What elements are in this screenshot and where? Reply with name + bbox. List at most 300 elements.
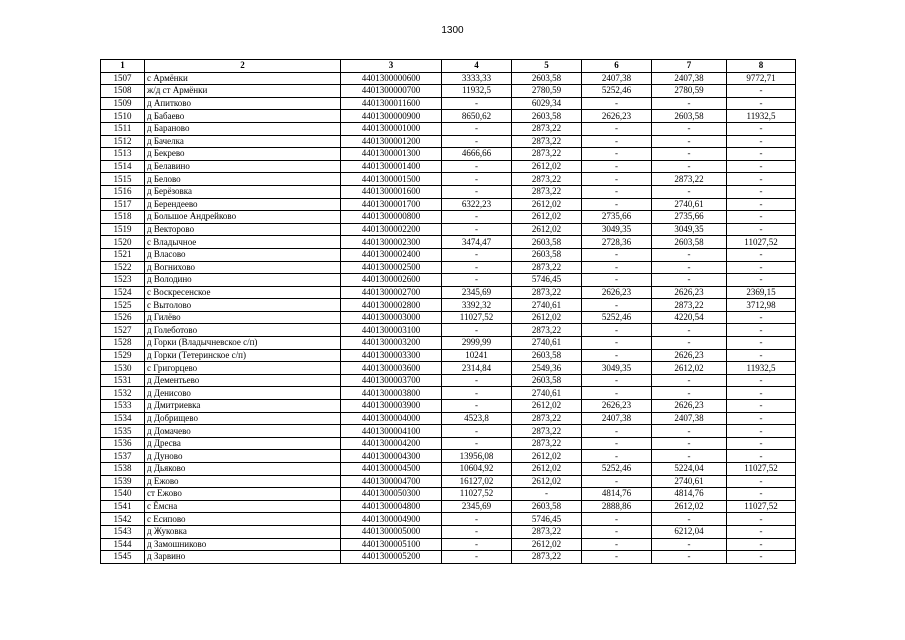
table-row <box>101 538 796 551</box>
table-cell: д Дуново <box>145 450 341 463</box>
table-cell: - <box>727 173 796 186</box>
table-cell: 2369,15 <box>727 286 796 299</box>
table-cell: 2612,02 <box>512 311 582 324</box>
table-row <box>101 198 796 211</box>
table-cell: 4401300002800 <box>341 299 442 312</box>
table-cell: 1544 <box>101 538 145 551</box>
table-cell: д Апитково <box>145 97 341 110</box>
table-cell: 1513 <box>101 148 145 161</box>
table-cell: - <box>652 261 727 274</box>
table-cell: 1535 <box>101 425 145 438</box>
table-cell: 4401300000600 <box>341 72 442 85</box>
table-cell: 4666,66 <box>442 148 512 161</box>
table-cell: 2626,23 <box>652 286 727 299</box>
table-cell: - <box>582 538 652 551</box>
table-cell: д Дьяково <box>145 463 341 476</box>
table-cell: с Григорцево <box>145 362 341 375</box>
table-cell: 11932,5 <box>727 362 796 375</box>
table-cell: 4401300011600 <box>341 97 442 110</box>
table-cell: д Голеботово <box>145 324 341 337</box>
table-cell: 1522 <box>101 261 145 274</box>
table-cell: - <box>727 211 796 224</box>
table-cell: 2626,23 <box>582 400 652 413</box>
table-cell: 2873,22 <box>512 185 582 198</box>
table-row <box>101 236 796 249</box>
table-cell: 2873,22 <box>512 148 582 161</box>
column-header: 8 <box>727 60 796 73</box>
table-cell: 4401300002200 <box>341 223 442 236</box>
table-cell: 4401300001600 <box>341 185 442 198</box>
table-cell: - <box>652 374 727 387</box>
table-cell: 4401300050300 <box>341 488 442 501</box>
table-row <box>101 261 796 274</box>
table-cell: 4401300004700 <box>341 475 442 488</box>
table-cell: 4401300004000 <box>341 412 442 425</box>
table-cell: - <box>442 425 512 438</box>
table-cell: - <box>442 374 512 387</box>
table-cell: 5746,45 <box>512 274 582 287</box>
table-cell: 2626,23 <box>652 349 727 362</box>
table-cell: 2603,58 <box>512 72 582 85</box>
table-row <box>101 324 796 337</box>
table-cell: 1510 <box>101 110 145 123</box>
table-cell: 2873,22 <box>512 286 582 299</box>
table-cell: - <box>727 349 796 362</box>
table-cell: 1541 <box>101 500 145 513</box>
table-cell: - <box>582 160 652 173</box>
table-cell: 1516 <box>101 185 145 198</box>
table-cell: - <box>442 211 512 224</box>
table-cell: 2603,58 <box>512 349 582 362</box>
table-row <box>101 160 796 173</box>
table-cell: - <box>727 135 796 148</box>
table-cell: - <box>442 160 512 173</box>
table-cell: 1518 <box>101 211 145 224</box>
table-cell: - <box>727 311 796 324</box>
table-cell: - <box>652 248 727 261</box>
table-cell: - <box>582 374 652 387</box>
table-cell: с Владычное <box>145 236 341 249</box>
page-number: 1300 <box>441 25 464 36</box>
table-cell: - <box>582 97 652 110</box>
table-cell: 4401300002600 <box>341 274 442 287</box>
column-header: 4 <box>442 60 512 73</box>
table-cell: - <box>727 198 796 211</box>
table-row <box>101 551 796 564</box>
table-row <box>101 500 796 513</box>
table-cell: 4401300004900 <box>341 513 442 526</box>
table-cell: 1539 <box>101 475 145 488</box>
table-row <box>101 513 796 526</box>
table-cell: 4401300001300 <box>341 148 442 161</box>
table-cell: - <box>582 324 652 337</box>
table-row <box>101 248 796 261</box>
table-cell: 5252,46 <box>582 85 652 98</box>
table-cell: - <box>582 173 652 186</box>
table-cell: 2626,23 <box>652 400 727 413</box>
table-cell: д Ежово <box>145 475 341 488</box>
table-cell: 4401300003300 <box>341 349 442 362</box>
table-cell: 1520 <box>101 236 145 249</box>
table-cell: 4523,8 <box>442 412 512 425</box>
table-cell: - <box>652 160 727 173</box>
table-cell: 4401300005000 <box>341 525 442 538</box>
table-cell: 2780,59 <box>512 85 582 98</box>
table-cell: - <box>727 425 796 438</box>
table-cell: 4401300003600 <box>341 362 442 375</box>
table-cell: - <box>582 261 652 274</box>
table-cell: 11027,52 <box>727 236 796 249</box>
table-cell: - <box>442 387 512 400</box>
table-cell: 4401300000900 <box>341 110 442 123</box>
table-cell: - <box>727 488 796 501</box>
table-cell: 2873,22 <box>512 122 582 135</box>
table-cell: 3392,32 <box>442 299 512 312</box>
column-header: 7 <box>652 60 727 73</box>
table-cell: 2873,22 <box>512 525 582 538</box>
table-cell: 8650,62 <box>442 110 512 123</box>
table-cell: - <box>582 551 652 564</box>
table-cell: 2612,02 <box>512 211 582 224</box>
column-header: 2 <box>145 60 341 73</box>
table-cell: 1540 <box>101 488 145 501</box>
table-cell: 1507 <box>101 72 145 85</box>
table-cell: 4401300001200 <box>341 135 442 148</box>
table-cell: - <box>442 223 512 236</box>
table-cell: д Денисово <box>145 387 341 400</box>
table-cell: 1515 <box>101 173 145 186</box>
table-row <box>101 211 796 224</box>
table-row <box>101 110 796 123</box>
table-cell: 1531 <box>101 374 145 387</box>
table-row <box>101 72 796 85</box>
table-cell: 4401300002700 <box>341 286 442 299</box>
table-cell: с Вытолово <box>145 299 341 312</box>
table-cell: 4401300000700 <box>341 85 442 98</box>
table-cell: - <box>727 122 796 135</box>
table-cell: - <box>727 412 796 425</box>
table-cell: - <box>582 198 652 211</box>
table-cell: 2603,58 <box>652 110 727 123</box>
table-cell: 2873,22 <box>512 437 582 450</box>
table-cell: 2314,84 <box>442 362 512 375</box>
table-row <box>101 337 796 350</box>
table-cell: - <box>652 185 727 198</box>
table-cell: - <box>582 387 652 400</box>
table-cell: 1512 <box>101 135 145 148</box>
table-cell: - <box>652 387 727 400</box>
table-cell: 2873,22 <box>652 173 727 186</box>
table-cell: 2603,58 <box>652 236 727 249</box>
table-row <box>101 362 796 375</box>
table-cell: 1525 <box>101 299 145 312</box>
table-cell: 2780,59 <box>652 85 727 98</box>
table-cell: 4401300003100 <box>341 324 442 337</box>
table-cell: 4401300001400 <box>341 160 442 173</box>
table-cell: - <box>442 538 512 551</box>
table-cell: д Большое Андрейково <box>145 211 341 224</box>
table-cell: 11027,52 <box>727 463 796 476</box>
table-cell: 2873,22 <box>512 261 582 274</box>
table-cell: 2407,38 <box>582 72 652 85</box>
table-cell: 1524 <box>101 286 145 299</box>
table-cell: 4401300003800 <box>341 387 442 400</box>
table-row <box>101 223 796 236</box>
table-cell: 1521 <box>101 248 145 261</box>
table-cell: - <box>652 551 727 564</box>
table-row <box>101 173 796 186</box>
table-cell: 4401300004800 <box>341 500 442 513</box>
table-cell: - <box>652 97 727 110</box>
table-cell: 2873,22 <box>512 425 582 438</box>
table-cell: 2735,66 <box>652 211 727 224</box>
table-cell: 1533 <box>101 400 145 413</box>
table-cell: 1519 <box>101 223 145 236</box>
table-cell: 2612,02 <box>512 475 582 488</box>
table-cell: д Берёзовка <box>145 185 341 198</box>
table-cell: д Горки (Тетеринское с/п) <box>145 349 341 362</box>
table-cell: - <box>582 274 652 287</box>
table-cell: - <box>582 525 652 538</box>
table-cell: д Володино <box>145 274 341 287</box>
table-cell: - <box>727 387 796 400</box>
table-cell: - <box>727 160 796 173</box>
table-cell: - <box>652 425 727 438</box>
table-row <box>101 374 796 387</box>
table-cell: 2345,69 <box>442 500 512 513</box>
table-cell: 4220,54 <box>652 311 727 324</box>
table-cell: 2612,02 <box>652 362 727 375</box>
table-cell: 11027,52 <box>442 311 512 324</box>
table-cell: 4401300004500 <box>341 463 442 476</box>
table-cell: д Векторово <box>145 223 341 236</box>
table-cell: 1542 <box>101 513 145 526</box>
table-cell: - <box>727 513 796 526</box>
table-cell: - <box>652 148 727 161</box>
table-cell: 2603,58 <box>512 248 582 261</box>
table-cell: 1526 <box>101 311 145 324</box>
table-cell: 2603,58 <box>512 110 582 123</box>
table-cell: 2603,58 <box>512 374 582 387</box>
table-cell: 2740,61 <box>512 387 582 400</box>
table-cell: 4401300003000 <box>341 311 442 324</box>
table-cell: - <box>727 400 796 413</box>
table-cell: 2612,02 <box>512 450 582 463</box>
table-cell: 4401300005100 <box>341 538 442 551</box>
table-cell: 2999,99 <box>442 337 512 350</box>
table-cell: - <box>652 513 727 526</box>
table-cell: - <box>727 85 796 98</box>
table-cell: 2873,22 <box>512 135 582 148</box>
table-cell: 3333,33 <box>442 72 512 85</box>
table-row <box>101 437 796 450</box>
table-cell: - <box>727 337 796 350</box>
table-cell: д Замошниково <box>145 538 341 551</box>
table-cell: 2626,23 <box>582 286 652 299</box>
table-cell: - <box>727 223 796 236</box>
table-cell: 2740,61 <box>652 475 727 488</box>
table-cell: 2603,58 <box>512 236 582 249</box>
table-cell: 2873,22 <box>652 299 727 312</box>
table-cell: - <box>727 475 796 488</box>
table-cell: 6322,23 <box>442 198 512 211</box>
table-cell: 2740,61 <box>512 299 582 312</box>
table-cell: 10604,92 <box>442 463 512 476</box>
table-cell: 2407,38 <box>652 72 727 85</box>
table-row <box>101 135 796 148</box>
table-cell: 4814,76 <box>652 488 727 501</box>
table-cell: 4814,76 <box>582 488 652 501</box>
table-cell: д Белавино <box>145 160 341 173</box>
table-cell: - <box>512 488 582 501</box>
table-cell: 4401300003900 <box>341 400 442 413</box>
table-cell: - <box>652 450 727 463</box>
header-row <box>101 60 796 73</box>
table-cell: 1517 <box>101 198 145 211</box>
table-cell: 4401300004300 <box>341 450 442 463</box>
column-header: 1 <box>101 60 145 73</box>
table-cell: - <box>727 261 796 274</box>
table-cell: 1536 <box>101 437 145 450</box>
table-row <box>101 311 796 324</box>
table-cell: с Ёмсна <box>145 500 341 513</box>
table-cell: - <box>652 337 727 350</box>
table-cell: 2407,38 <box>652 412 727 425</box>
table-cell: 6029,34 <box>512 97 582 110</box>
table-cell: - <box>442 274 512 287</box>
table-cell: д Бабаево <box>145 110 341 123</box>
table-cell: 1537 <box>101 450 145 463</box>
table-cell: ж/д ст Армёнки <box>145 85 341 98</box>
table-row <box>101 525 796 538</box>
table-cell: 1545 <box>101 551 145 564</box>
table-cell: 2612,02 <box>512 223 582 236</box>
table-cell: - <box>442 437 512 450</box>
table-cell: - <box>442 122 512 135</box>
table-cell: - <box>582 299 652 312</box>
table-cell: - <box>727 551 796 564</box>
table-cell: 2612,02 <box>652 500 727 513</box>
table-cell: д Добрищево <box>145 412 341 425</box>
table-cell: - <box>727 525 796 538</box>
table-cell: - <box>442 173 512 186</box>
table-row <box>101 274 796 287</box>
table-cell: д Дресва <box>145 437 341 450</box>
table-cell: 1532 <box>101 387 145 400</box>
table-cell: 4401300002400 <box>341 248 442 261</box>
table-cell: 4401300002300 <box>341 236 442 249</box>
table-cell: 2612,02 <box>512 538 582 551</box>
table-cell: 2612,02 <box>512 198 582 211</box>
data-table <box>100 59 796 564</box>
table-cell: д Жуковка <box>145 525 341 538</box>
table-cell: 5252,46 <box>582 463 652 476</box>
table-cell: 1527 <box>101 324 145 337</box>
table-cell: 1528 <box>101 337 145 350</box>
table-cell: 2735,66 <box>582 211 652 224</box>
table-cell: 2740,61 <box>652 198 727 211</box>
table-cell: - <box>582 135 652 148</box>
table-cell: д Власово <box>145 248 341 261</box>
table-cell: - <box>652 274 727 287</box>
table-cell: 1529 <box>101 349 145 362</box>
table-cell: 3049,35 <box>582 223 652 236</box>
table-cell: 4401300001000 <box>341 122 442 135</box>
table-cell: с Армёнки <box>145 72 341 85</box>
table-cell: 4401300005200 <box>341 551 442 564</box>
table-row <box>101 488 796 501</box>
table-cell: 2603,58 <box>512 500 582 513</box>
table-cell: - <box>727 274 796 287</box>
table-cell: - <box>727 324 796 337</box>
column-header: 5 <box>512 60 582 73</box>
table-cell: с Есипово <box>145 513 341 526</box>
table-cell: 3712,98 <box>727 299 796 312</box>
table-cell: - <box>442 513 512 526</box>
table-cell: - <box>727 450 796 463</box>
table-cell: 16127,02 <box>442 475 512 488</box>
table-cell: 11932,5 <box>442 85 512 98</box>
table-cell: 2549,36 <box>512 362 582 375</box>
table-row <box>101 286 796 299</box>
table-row <box>101 475 796 488</box>
table-cell: д Дементьево <box>145 374 341 387</box>
table-row <box>101 463 796 476</box>
table-row <box>101 97 796 110</box>
table-cell: д Бараново <box>145 122 341 135</box>
table-cell: - <box>582 475 652 488</box>
table-cell: 1508 <box>101 85 145 98</box>
table-cell: д Горки (Владычневское с/п) <box>145 337 341 350</box>
table-cell: д Гилёво <box>145 311 341 324</box>
table-cell: д Дмитриевка <box>145 400 341 413</box>
table-cell: - <box>652 324 727 337</box>
table-cell: д Бекрево <box>145 148 341 161</box>
table-cell: 1543 <box>101 525 145 538</box>
table-cell: 9772,71 <box>727 72 796 85</box>
table-cell: - <box>582 513 652 526</box>
table-row <box>101 349 796 362</box>
table-cell: - <box>582 148 652 161</box>
table-cell: - <box>582 425 652 438</box>
table-cell: - <box>582 337 652 350</box>
table-cell: 4401300002500 <box>341 261 442 274</box>
table-cell: 11027,52 <box>727 500 796 513</box>
table-cell: 11932,5 <box>727 110 796 123</box>
table-cell: 4401300004100 <box>341 425 442 438</box>
table-row <box>101 387 796 400</box>
table-cell: 1534 <box>101 412 145 425</box>
table-cell: 2740,61 <box>512 337 582 350</box>
table-cell: 2873,22 <box>512 173 582 186</box>
table-cell: 2407,38 <box>582 412 652 425</box>
table-cell: 4401300001500 <box>341 173 442 186</box>
table-cell: 1523 <box>101 274 145 287</box>
table-body <box>101 72 796 563</box>
table-cell: - <box>442 400 512 413</box>
table-cell: - <box>727 248 796 261</box>
table-cell: - <box>652 538 727 551</box>
table-cell: 4401300003200 <box>341 337 442 350</box>
table-cell: д Берендеево <box>145 198 341 211</box>
table-cell: 2612,02 <box>512 160 582 173</box>
table-cell: 4401300004200 <box>341 437 442 450</box>
table-cell: 13956,08 <box>442 450 512 463</box>
table-cell: - <box>442 97 512 110</box>
table-row <box>101 85 796 98</box>
table-row <box>101 185 796 198</box>
table-cell: 11027,52 <box>442 488 512 501</box>
